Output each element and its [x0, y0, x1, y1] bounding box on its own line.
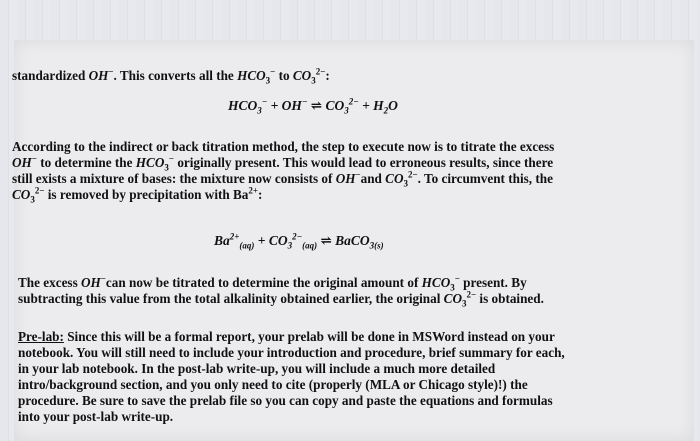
equation-1: $HCO_3^- + OH^-$ ⇌ $CO_3^{2-} + H_2O$ [228, 96, 398, 116]
paragraph-4-line-3: in your lab notebook. In the post-lab write-up, you will include a much more detailed [18, 361, 496, 376]
equation-2: $Ba^{2+}_{(aq)} + CO_3^{2-}_{(aq)}$ ⇌ BaCO$_{3(s)}$ [214, 231, 384, 251]
paragraph-4-line-1: Pre-lab: Since this will be a formal report, your prelab will be done in MSWord instead on your [18, 329, 555, 344]
paragraph-4-line-5: procedure. Be sure to save the prelab file so you can copy and paste the equations and formulas [18, 393, 553, 408]
paragraph-2-line-3: still exists a mixture of bases: the mixture now consists of OH−and $CO_3^{2-}$. To circumvent this, the [12, 169, 553, 189]
paragraph-4-line-2: notebook. You will still need to include your introduction and procedure, brief summary for each, [18, 345, 565, 360]
paragraph-3-line-2: subtracting this value from the total alkalinity obtained earlier, the original $CO_3^{2-}$ is obtained. [18, 289, 544, 309]
paragraph-2-line-4: $CO_3^{2-}$ is removed by precipitation with $Ba^{2+}$: [12, 185, 263, 205]
paragraph-4-line-4: intro/background section, and you only need to cite (properly (MLA or Chicago style)!) the [18, 377, 528, 392]
paragraph-2-line-2: OH− to determine the $HCO_3^-$ originally present. This would lead to erroneous results, since there [12, 153, 554, 173]
prelab-label: Pre-lab: [18, 329, 64, 344]
intro-line: standardized OH−. This converts all the $HCO_3^-$ to $CO_3^{2-}$: [12, 66, 330, 86]
paragraph-4-line-6: into your post-lab write-up. [18, 409, 174, 424]
paragraph-2-line-1: According to the indirect or back titration method, the step to execute now is to titrate the excess [12, 139, 555, 154]
paragraph-3-line-1: The excess OH−can now be titrated to determine the original amount of $HCO_3^-$ present. By [18, 273, 527, 293]
